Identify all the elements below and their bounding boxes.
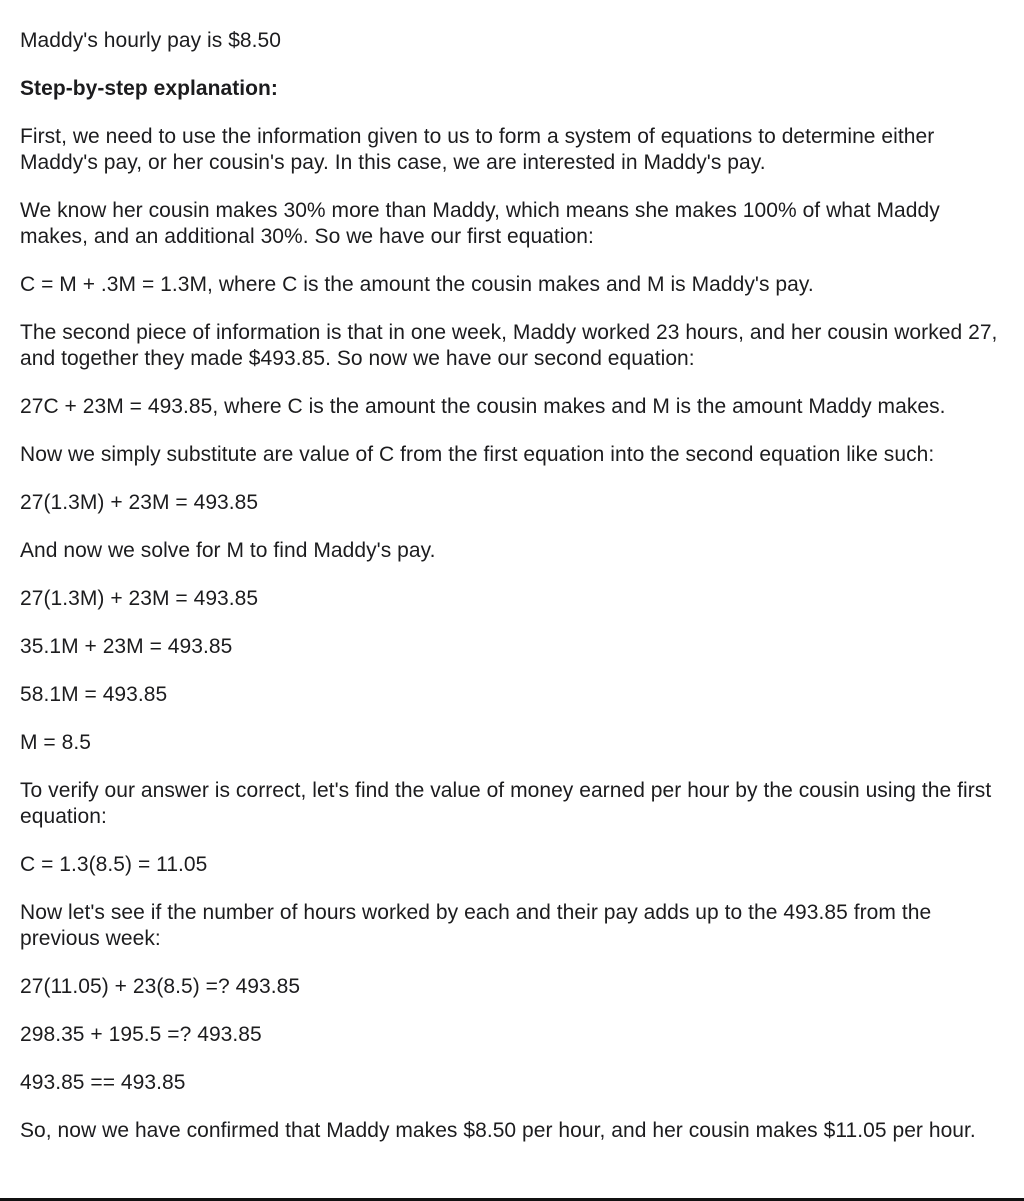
explanation-heading: Step-by-step explanation: bbox=[20, 77, 278, 100]
verify-cousin-rate: C = 1.3(8.5) = 11.05 bbox=[20, 853, 208, 876]
equation-second: 27C + 23M = 493.85, where C is the amount the cousin makes and M is the amount Maddy makes. bbox=[20, 395, 946, 418]
paragraph-intro: First, we need to use the information given to us to form a system of equations to determine either Maddy's pay, or her cousin's pay. In this case, we are interested in Maddy's pay. bbox=[20, 125, 935, 174]
answer-line: Maddy's hourly pay is $8.50 bbox=[20, 29, 281, 52]
check-step-1: 27(11.05) + 23(8.5) =? 493.85 bbox=[20, 975, 301, 998]
check-step-3: 493.85 == 493.85 bbox=[20, 1071, 186, 1094]
paragraph-conclusion: So, now we have confirmed that Maddy makes $8.50 per hour, and her cousin makes $11.05 per hour. bbox=[20, 1119, 976, 1142]
check-step-2: 298.35 + 195.5 =? 493.85 bbox=[20, 1023, 262, 1046]
paragraph-hours: The second piece of information is that in one week, Maddy worked 23 hours, and her cousin worked 27, and together they made $493.85. So now we have our second equation: bbox=[20, 321, 998, 370]
paragraph-solve: And now we solve for M to find Maddy's pay. bbox=[20, 539, 436, 562]
paragraph-check: Now let's see if the number of hours worked by each and their pay adds up to the 493.85 from the previous week: bbox=[20, 901, 932, 950]
document-body bbox=[20, 28, 1010, 1166]
equation-first: C = M + .3M = 1.3M, where C is the amount the cousin makes and M is Maddy's pay. bbox=[20, 273, 814, 296]
paragraph-cousin-rate: We know her cousin makes 30% more than Maddy, which means she makes 100% of what Maddy makes, and an additional 30%. So we have our first equation: bbox=[20, 199, 940, 248]
paragraph-substitute: Now we simply substitute are value of C from the first equation into the second equation like such: bbox=[20, 443, 935, 466]
paragraph-verify: To verify our answer is correct, let's find the value of money earned per hour by the cousin using the first equation: bbox=[20, 779, 992, 828]
solve-step-3: 58.1M = 493.85 bbox=[20, 683, 168, 706]
solve-step-2: 35.1M + 23M = 493.85 bbox=[20, 635, 233, 658]
equation-substituted: 27(1.3M) + 23M = 493.85 bbox=[20, 491, 259, 514]
solve-result: M = 8.5 bbox=[20, 731, 91, 754]
solve-step-1: 27(1.3M) + 23M = 493.85 bbox=[20, 587, 259, 610]
